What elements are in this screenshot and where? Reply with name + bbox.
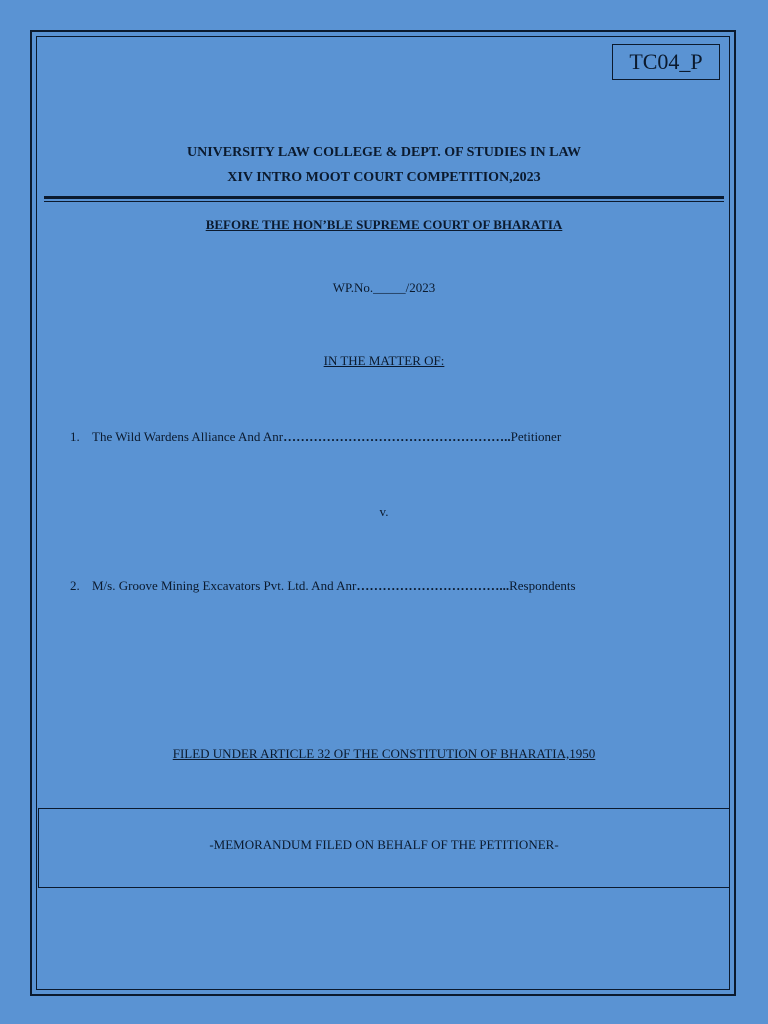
party-respondent bbox=[70, 578, 576, 594]
memorandum-box bbox=[38, 808, 730, 888]
heading-divider-thick bbox=[44, 196, 724, 199]
court-title: BEFORE THE HON’BLE SUPREME COURT OF BHARATIA bbox=[205, 217, 563, 232]
party-name: M/s. Groove Mining Excavators Pvt. Ltd. And Anr bbox=[92, 578, 357, 593]
petition-number: WP.No._____/2023 bbox=[332, 280, 436, 295]
matter-heading: IN THE MATTER OF: bbox=[323, 353, 445, 368]
competition-heading: XIV INTRO MOOT COURT COMPETITION,2023 bbox=[227, 170, 541, 185]
memorandum-label: -MEMORANDUM FILED ON BEHALF OF THE PETITIONER- bbox=[209, 837, 559, 852]
party-number: 2. bbox=[70, 578, 80, 593]
party-number: 1. bbox=[70, 429, 80, 444]
filed-under-article: FILED UNDER ARTICLE 32 OF THE CONSTITUTION OF BHARATIA,1950 bbox=[172, 746, 596, 761]
institution-heading: UNIVERSITY LAW COLLEGE & DEPT. OF STUDIES IN LAW bbox=[186, 145, 582, 160]
party-leader-dots: …………………………………………….. bbox=[283, 429, 511, 444]
party-name: The Wild Wardens Alliance And Anr bbox=[92, 429, 284, 444]
team-code-box: TC04_P bbox=[612, 44, 720, 80]
versus-label: v. bbox=[379, 504, 389, 519]
party-role: Respondents bbox=[509, 578, 576, 593]
party-petitioner bbox=[70, 429, 561, 445]
party-leader-dots: ……………………………... bbox=[356, 578, 510, 593]
heading-divider-thin bbox=[44, 201, 724, 202]
party-role: Petitioner bbox=[510, 429, 562, 444]
